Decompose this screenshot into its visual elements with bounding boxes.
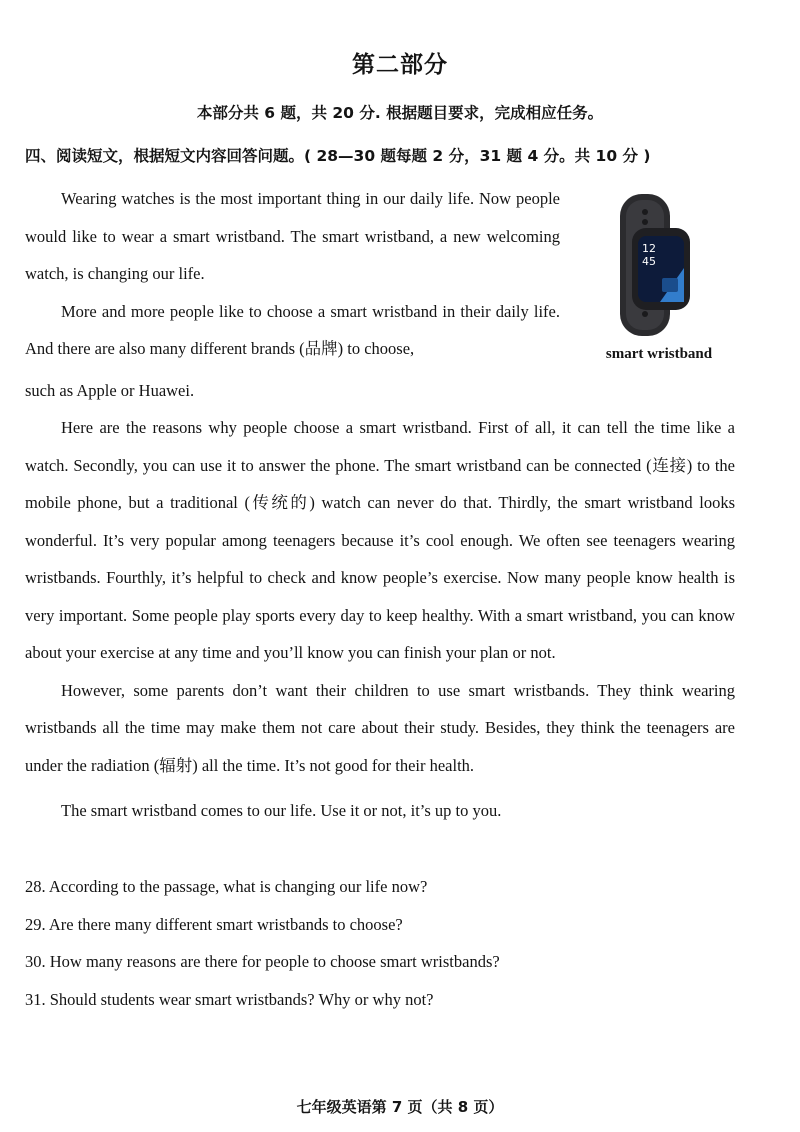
page-footer: 七年级英语第 7 页（共 8 页） [296,1098,504,1116]
passage-paragraph-2: More and more people like to choose a smart wristband in their daily life. And there are also many different brands (品牌) to choose, [25,301,560,358]
reading-passage [25,180,735,830]
svg-text:12: 12 [642,242,656,255]
passage-paragraph-5: The smart wristband comes to our life. Use it or not, it’s up to you. [61,801,502,820]
section-title: 第二部分 [352,52,448,78]
svg-text:45: 45 [642,255,656,268]
passage-paragraph-2-continued: such as Apple or Huawei. [25,380,195,400]
reading-heading: 四、阅读短文，根据短文内容回答问题。( 28—30 题每题 2 分，31 题 4 分。共 10 分 ) [25,147,651,165]
section-instructions: 本部分共 6 题，共 20 分. 根据题目要求，完成相应任务。 [196,104,604,122]
passage-paragraph-1: Wearing watches is the most important thing in our daily life. Now people would like to wear a smart wristband. The smart wristband, a new welcoming watch, is changing our life. [25,189,560,283]
question-31: 31. Should students wear smart wristbands? Why or why not? [25,989,434,1009]
question-list [25,868,745,1018]
passage-paragraph-3: Here are the reasons why people choose a smart wristband. First of all, it can tell the time like a watch. Secondly, you can use it to answer the phone. The smart wristband can be connected (连接) to the mobile phone, but a traditional (传统的) watch can never do that. Thirdly, the smart wristband looks wonderful. It’s very popular among teenagers because it’s cool enough. We often see teenagers wearing wristbands. Fourthly, it’s helpful to check and know people’s exercise. Now many people know health is very important. Some people play sports every day to keep healthy. With a smart wristband, you can know about your exercise at any time and you’ll know you can finish your plan or not. [25,418,735,662]
question-29: 29. Are there many different smart wristbands to choose? [25,914,403,934]
question-30: 30. How many reasons are there for people to choose smart wristbands? [25,952,500,971]
figure-caption: smart wristband [605,346,713,362]
question-28: 28. According to the passage, what is changing our life now? [25,877,428,896]
passage-paragraph-4: However, some parents don’t want their children to use smart wristbands. They think wearing wristbands all the time may make them not care about their study. Besides, they think the teenagers are under the radiation (辐射) all the time. It’s not good for their health. [25,680,735,775]
